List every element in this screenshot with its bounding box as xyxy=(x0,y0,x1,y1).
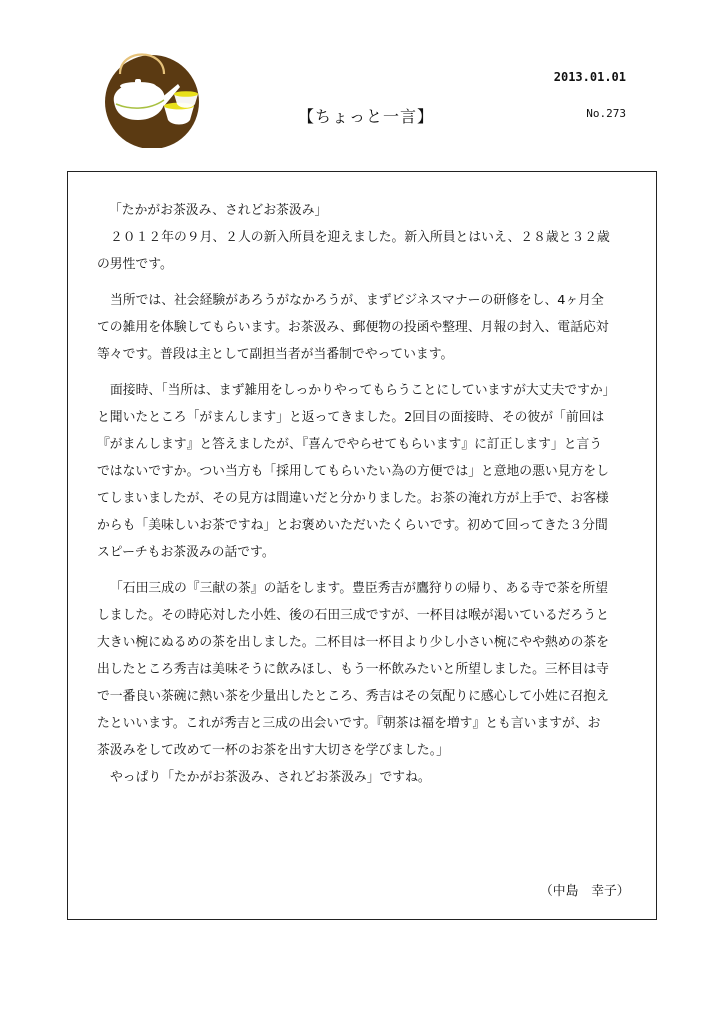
paragraph-4-line-6: たといいます。これが秀吉と三成の出会いです。『朝茶は福を増す』とも言いますが、お xyxy=(97,716,601,731)
essay-body xyxy=(97,197,632,791)
paragraph-2-line-1: 当所では、社会経験があろうがなかろうが、まずビジネスマナーの研修をし、4ヶ月全 xyxy=(110,293,604,308)
paragraph-4-line-2: しました。その時応対した小姓、後の石田三成ですが、一杯目は喉が渇いているだろうと xyxy=(97,608,609,623)
paragraph-3-line-5: てしまいましたが、その見方は間違いだと分かりました。お茶の淹れ方が上手で、お客様 xyxy=(97,491,609,506)
paragraph-3-line-3: 『がまんします』と答えましたが、『喜んでやらせてもらいます』に訂正します」と言う xyxy=(97,437,603,452)
paragraph-3-line-7: スピーチもお茶汲みの話です。 xyxy=(97,545,275,560)
paragraph-2-line-2: ての雑用を体験してもらいます。お茶汲み、郵便物の投函や整理、月報の封入、電話応対 xyxy=(97,320,609,335)
teapot-logo-icon xyxy=(100,44,202,148)
issue-date: 2013.01.01 xyxy=(553,70,626,84)
page-title: 【ちょっと一言】 xyxy=(298,107,435,126)
paragraph-4-line-3: 大きい椀にぬるめの茶を出しました。二杯目は一杯目より少し小さい椀にやや熱めの茶を xyxy=(97,635,609,650)
issue-number: No.273 xyxy=(586,107,626,120)
author-signature: （中島 幸子） xyxy=(540,884,630,899)
paragraph-2-line-3: 等々です。普段は主として副担当者が当番制でやっています。 xyxy=(97,347,454,362)
paragraph-4-line-5: で一番良い茶碗に熱い茶を少量出したところ、秀吉はその気配りに感心して小姓に召抱え xyxy=(97,689,609,704)
paragraph-1-line-2: の男性です。 xyxy=(97,257,173,272)
essay-heading: 「たかがお茶汲み、されどお茶汲み」 xyxy=(109,203,328,218)
paragraph-3-line-1: 面接時、「当所は、まず雑用をしっかりやってもらうことにしていますが大丈夫ですか」 xyxy=(110,383,616,398)
paragraph-3-line-2: と聞いたところ「がまんします」と返ってきました。2回目の面接時、その彼が「前回は xyxy=(97,410,605,425)
paragraph-3-line-4: ではないですか。つい当方も「採用してもらいたい為の方便では」と意地の悪い見方をし xyxy=(97,464,609,479)
paragraph-3-line-6: からも「美味しいお茶ですね」とお褒めいただいたくらいです。初めて回ってきた３分間 xyxy=(97,518,608,533)
paragraph-4-line-7: 茶汲みをして改めて一杯のお茶を出す大切さを学びました。」 xyxy=(97,743,449,758)
paragraph-4-line-4: 出したところ秀吉は美味そうに飲みほし、もう一杯飲みたいと所望しました。三杯目は寺 xyxy=(97,662,609,677)
paragraph-1-line-1: ２０１２年の９月、２人の新入所員を迎えました。新入所員とはいえ、２８歳と３２歳 xyxy=(110,230,610,245)
paragraph-4-line-1: 「石田三成の『三献の茶』の話をします。豊臣秀吉が鷹狩りの帰り、ある寺で茶を所望 xyxy=(110,581,609,596)
closing-line: やっぱり「たかがお茶汲み、されどお茶汲み」ですね。 xyxy=(110,770,431,785)
